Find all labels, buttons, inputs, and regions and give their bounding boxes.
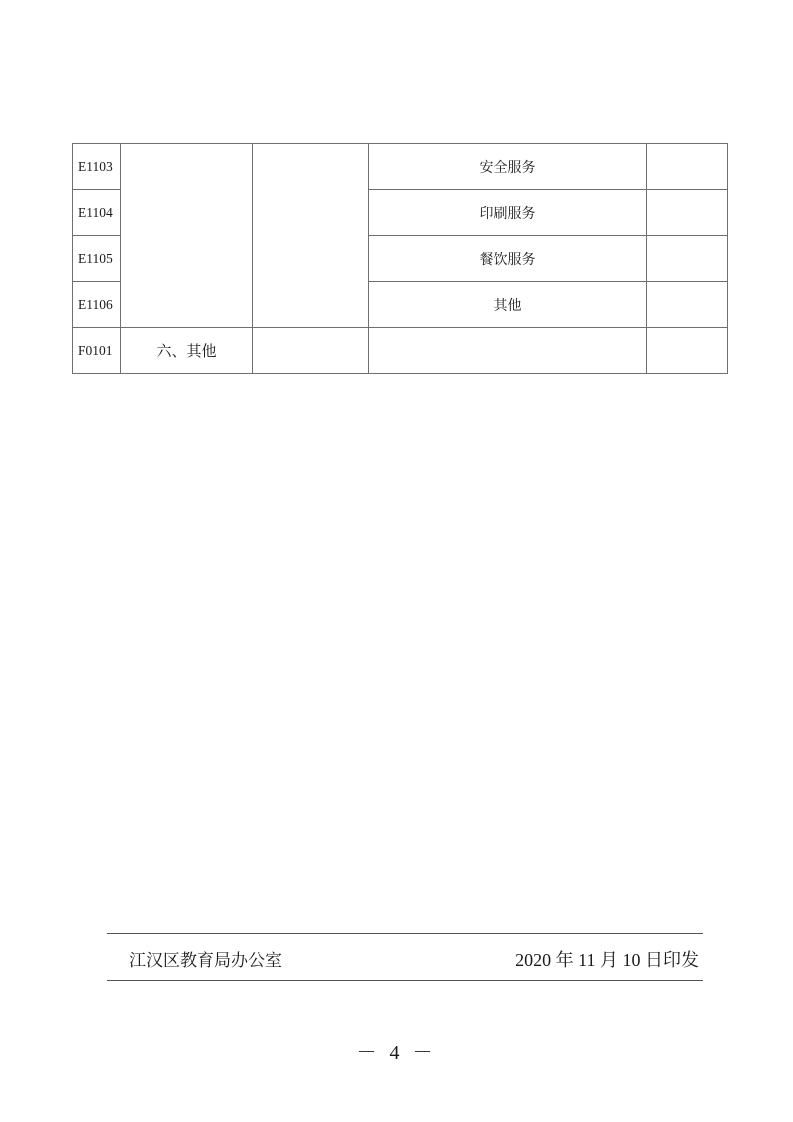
- item-name: 印刷服务: [369, 190, 647, 236]
- item-name: 餐饮服务: [369, 236, 647, 282]
- item-name: 安全服务: [369, 144, 647, 190]
- item-name: 其他: [369, 282, 647, 328]
- remark-cell: [647, 144, 728, 190]
- item-name: [369, 328, 647, 374]
- table-row: [73, 328, 728, 374]
- issue-date: 2020 年 11 月 10 日印发: [515, 950, 699, 970]
- subcategory-cell: [253, 328, 369, 374]
- table-row: [73, 144, 728, 190]
- issuing-office: 江汉区教育局办公室: [129, 951, 282, 971]
- document-imprint: [107, 933, 703, 981]
- item-code: E1105: [73, 236, 121, 282]
- category-cell: [121, 144, 253, 328]
- category-name: 六、其他: [121, 328, 253, 374]
- remark-cell: [647, 190, 728, 236]
- item-code: E1103: [73, 144, 121, 190]
- procurement-catalog-table: [72, 143, 728, 374]
- item-code: E1104: [73, 190, 121, 236]
- remark-cell: [647, 328, 728, 374]
- item-code: E1106: [73, 282, 121, 328]
- page-number: － 4 －: [356, 1042, 437, 1064]
- subcategory-cell: [253, 144, 369, 328]
- remark-cell: [647, 282, 728, 328]
- item-code: F0101: [73, 328, 121, 374]
- remark-cell: [647, 236, 728, 282]
